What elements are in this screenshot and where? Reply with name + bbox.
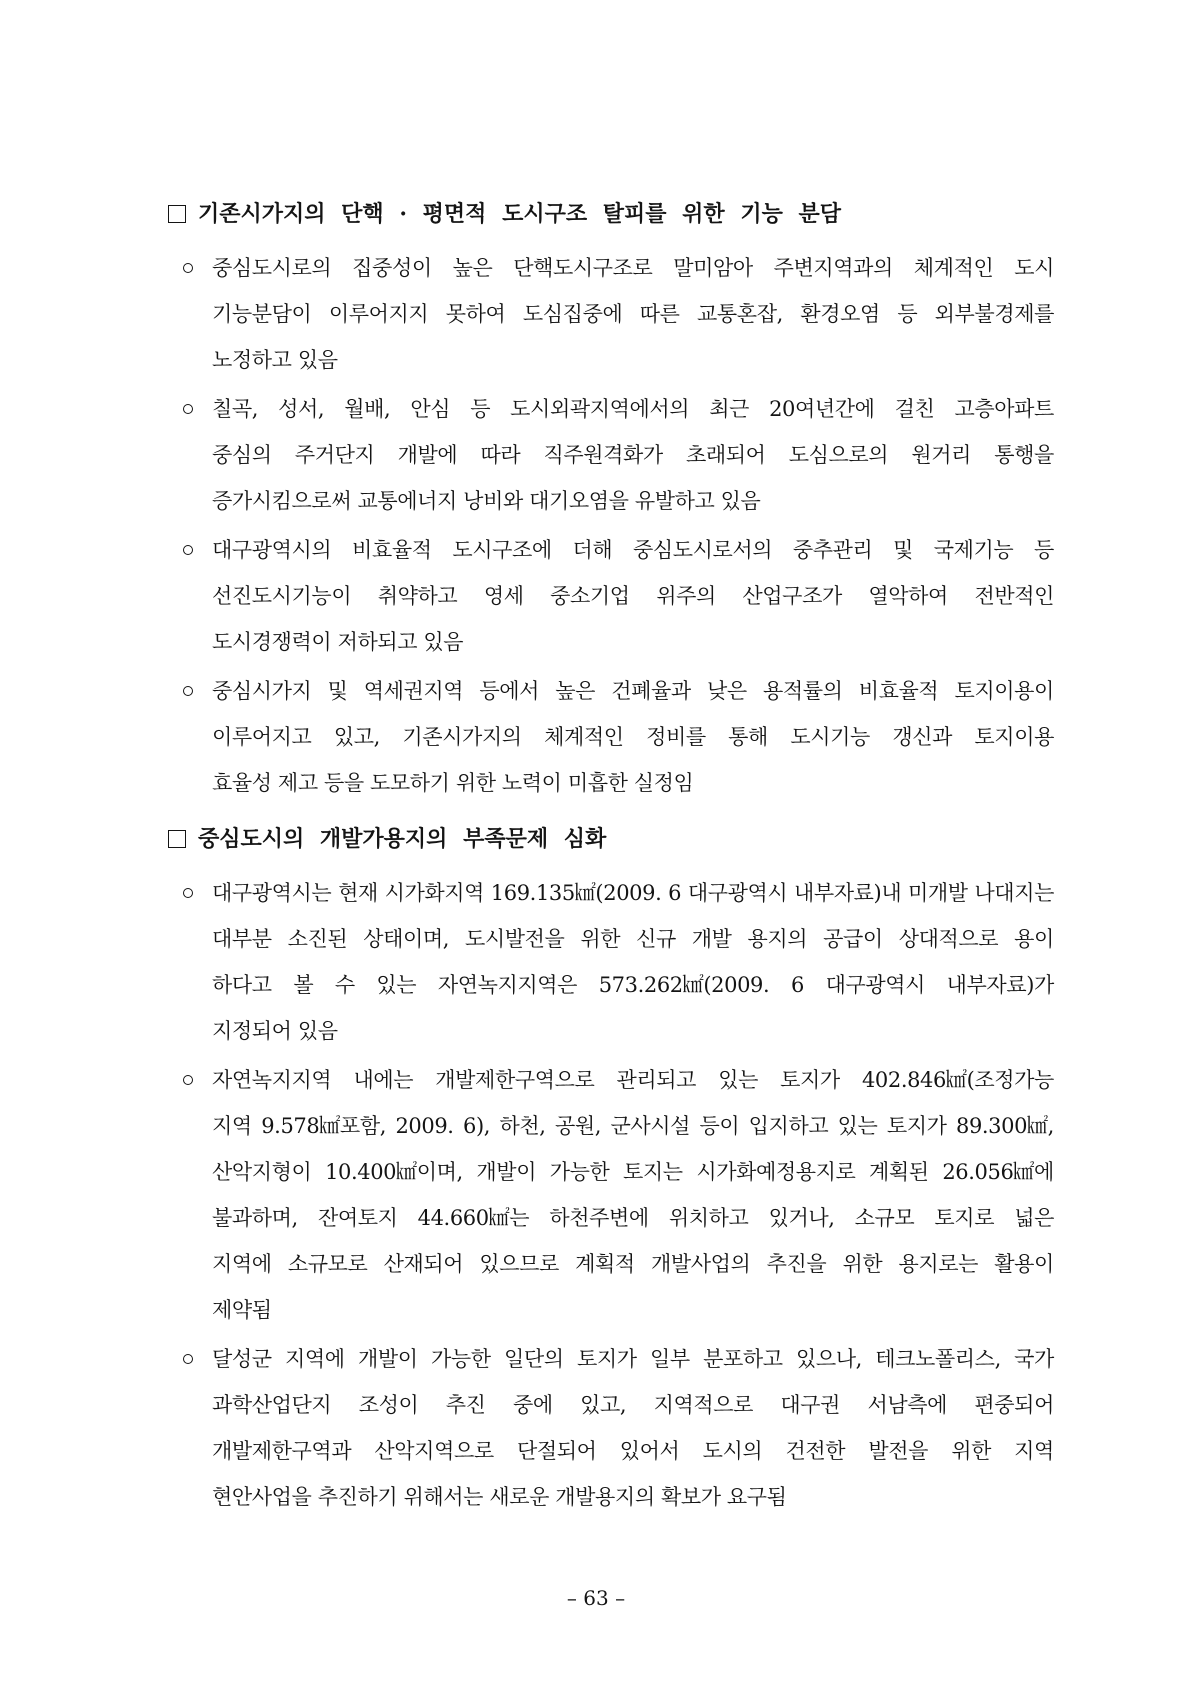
bullet-item-line: 제약됨: [212, 1298, 272, 1322]
line-word: 169.135㎢(2009.: [490, 881, 662, 905]
line-word: 서남측에: [867, 1393, 948, 1417]
bullet-item: [0, 1336, 1192, 1520]
line-word: 위한: [580, 927, 621, 951]
line-word: 도심으로의: [788, 443, 889, 467]
line-word: 위한: [951, 1439, 991, 1463]
line-word: 자연녹지지역은: [437, 973, 578, 997]
line-word: 토지는: [623, 1160, 683, 1184]
line-word: 높은: [555, 679, 596, 703]
bullet-item-line: [212, 386, 1054, 432]
line-word: 통해: [728, 725, 768, 749]
bullet-item-line: 도시경쟁력이 저하되고 있음: [212, 630, 464, 654]
bullet-item-line: [212, 291, 1054, 337]
line-word: 도시발전을: [464, 927, 565, 951]
line-word: 기존시가지의: [402, 725, 522, 749]
line-word: 개발: [691, 927, 732, 951]
bullet-item-line: [212, 714, 1054, 760]
bullet-item-line: [212, 668, 1054, 714]
line-word: 주거단지: [294, 443, 375, 467]
line-word: 및: [893, 538, 914, 562]
line-word: 내에는: [353, 1068, 414, 1092]
line-word: 지역적으로: [653, 1393, 754, 1417]
circle-bullet-icon: [183, 545, 193, 555]
bullet-item: [0, 870, 1192, 1054]
line-word: 교통혼잡,: [697, 302, 783, 326]
circle-bullet-icon: [183, 263, 193, 273]
line-word: 및: [327, 679, 348, 703]
document-body: [0, 191, 1192, 1523]
line-word: 하다고: [212, 973, 272, 997]
line-word: 달성군: [212, 1347, 272, 1371]
line-word: 하천,: [499, 1114, 546, 1138]
line-word: 20여년간에: [769, 397, 875, 421]
line-word: 중심도시로서의: [632, 538, 773, 562]
line-word: 위주의: [656, 584, 716, 608]
line-word: 낮은: [706, 679, 747, 703]
section-heading-text: 중심도시의 개발가용지의 부족문제 심화: [198, 826, 607, 852]
line-word: 있는: [376, 973, 417, 997]
line-word: 소규모: [854, 1206, 915, 1230]
line-word: 활용이: [994, 1252, 1054, 1276]
section-heading: [0, 816, 1192, 862]
line-word: 중심시가지: [212, 679, 312, 703]
line-word: 용이: [1014, 927, 1054, 951]
line-word: 국가: [1014, 1347, 1054, 1371]
line-word: 최근: [709, 397, 749, 421]
line-word: 일단의: [504, 1347, 564, 1371]
line-word: 조성이: [358, 1393, 419, 1417]
line-word: 공원,: [554, 1114, 602, 1138]
line-word: 9.578㎢포함,: [261, 1114, 386, 1138]
line-word: 관리되고: [616, 1068, 697, 1092]
line-word: 있고,: [333, 725, 380, 749]
line-word: 초래되어: [686, 443, 766, 467]
line-word: 도시: [1014, 256, 1054, 280]
line-word: 위치하고: [668, 1206, 749, 1230]
line-word: 중에: [512, 1393, 553, 1417]
square-bullet-icon: [168, 830, 186, 848]
line-word: 대구광역시의: [212, 538, 332, 562]
line-word: 402.846㎢(조정가능: [861, 1068, 1054, 1092]
line-word: 산악지역으로: [374, 1439, 494, 1463]
bullet-item-line: [212, 1382, 1054, 1428]
line-word: 직주원격화가: [543, 443, 663, 467]
line-word: 있어서: [619, 1439, 680, 1463]
line-word: 있으나,: [795, 1347, 862, 1371]
line-word: 있는: [718, 1068, 758, 1092]
circle-bullet-icon: [183, 888, 193, 898]
line-word: 볼: [293, 973, 314, 997]
line-word: 등이: [699, 1114, 740, 1138]
line-word: 있거나,: [768, 1206, 835, 1230]
line-word: 체계적인: [913, 256, 994, 280]
line-word: 개발제한구역으로: [435, 1068, 595, 1092]
line-word: 중심의: [212, 443, 272, 467]
line-word: 중심도시로의: [212, 256, 332, 280]
line-word: 내부자료)내: [794, 881, 902, 905]
line-word: 내부자료)가: [946, 973, 1054, 997]
circle-bullet-icon: [183, 1075, 193, 1085]
line-word: 개발에: [397, 443, 458, 467]
circle-bullet-icon: [183, 1354, 193, 1364]
line-word: 원거리: [911, 443, 972, 467]
line-word: 가능한: [549, 1160, 610, 1184]
line-word: 환경오염: [800, 302, 880, 326]
bullet-item-line: [212, 245, 1054, 291]
bullet-item-line: [212, 1336, 1054, 1382]
line-word: 나대지는: [974, 881, 1054, 905]
line-word: 현재: [338, 881, 378, 905]
line-word: 따라: [480, 443, 521, 467]
line-word: 지역: [1014, 1439, 1054, 1463]
line-word: 성서,: [278, 397, 325, 421]
line-word: 지역에: [285, 1347, 345, 1371]
line-word: 신규: [636, 927, 676, 951]
line-word: 10.400㎢이며,: [325, 1160, 463, 1184]
bullet-item-line: [212, 1149, 1054, 1195]
line-word: 잔여토지: [317, 1206, 398, 1230]
line-word: 외부불경제를: [934, 302, 1054, 326]
line-word: 대구광역시: [687, 881, 788, 905]
line-word: 상태이며,: [363, 927, 450, 951]
bullet-item-line: [212, 527, 1054, 573]
line-word: 발전을: [868, 1439, 928, 1463]
line-word: 소진된: [287, 927, 348, 951]
line-word: 대부분: [212, 927, 272, 951]
line-word: 더해: [572, 538, 613, 562]
section-heading-text: 기존시가지의 단핵 · 평면적 도시구조 탈피를 위한 기능 분담: [198, 201, 841, 227]
line-word: 단절되어: [516, 1439, 597, 1463]
line-word: 도시기능: [790, 725, 870, 749]
line-word: 대구광역시는: [212, 881, 332, 905]
line-word: 비효율적: [352, 538, 432, 562]
line-word: 걸친: [894, 397, 935, 421]
line-word: 분포하고: [703, 1347, 783, 1371]
bullet-item-line: 지정되어 있음: [212, 1019, 338, 1043]
line-word: 산악지형이: [212, 1160, 312, 1184]
line-word: 단핵도시구조로: [513, 256, 653, 280]
line-word: 갱신과: [892, 725, 952, 749]
bullet-item-line: [212, 1241, 1054, 1287]
line-word: 과학산업단지: [212, 1393, 332, 1417]
line-word: 개발제한구역과: [212, 1439, 352, 1463]
line-word: 통행을: [994, 443, 1054, 467]
line-word: 도시구조에: [452, 538, 552, 562]
line-word: 높은: [452, 256, 493, 280]
line-word: 테크노폴리스,: [875, 1347, 1001, 1371]
line-word: 이루어지지: [328, 302, 429, 326]
line-word: 입지하고: [748, 1114, 829, 1138]
circle-bullet-icon: [183, 404, 193, 414]
line-word: 안심: [410, 397, 451, 421]
square-bullet-icon: [168, 205, 186, 223]
line-word: 역세권지역: [363, 679, 464, 703]
line-word: 도시의: [702, 1439, 763, 1463]
line-word: 공급이: [823, 927, 883, 951]
line-word: 등: [1034, 538, 1054, 562]
bullet-item-line: [212, 1428, 1054, 1474]
line-word: 토지가: [886, 1114, 947, 1138]
bullet-item: [0, 1057, 1192, 1333]
line-word: 계획적: [575, 1252, 635, 1276]
line-word: 따른: [639, 302, 680, 326]
line-word: 자연녹지지역: [212, 1068, 332, 1092]
line-word: 토지이용: [974, 725, 1054, 749]
bullet-item-line: [212, 962, 1054, 1008]
bullet-item: [0, 527, 1192, 665]
line-word: 월배,: [344, 397, 391, 421]
line-word: 2009.: [395, 1114, 454, 1138]
circle-bullet-icon: [183, 686, 193, 696]
bullet-item-line: [212, 1057, 1054, 1103]
line-word: 6: [790, 973, 804, 997]
line-word: 상대적으로: [898, 927, 999, 951]
line-word: 개발이: [358, 1347, 418, 1371]
line-word: 영세: [483, 584, 524, 608]
line-word: 편중되어: [974, 1393, 1054, 1417]
bullet-item: [0, 386, 1192, 524]
bullet-item-line: [212, 1195, 1054, 1241]
bullet-item-line: [212, 916, 1054, 962]
line-word: 44.660㎢는: [417, 1206, 530, 1230]
bullet-item-line: 증가시킴으로써 교통에너지 낭비와 대기오염을 유발하고 있음: [212, 489, 761, 513]
line-word: 용지의: [747, 927, 808, 951]
line-word: 기능분담이: [212, 302, 312, 326]
line-word: 정비를: [646, 725, 706, 749]
line-word: 산업구조가: [742, 584, 842, 608]
line-word: 토지로: [934, 1206, 995, 1230]
page-number: – 63 –: [566, 1586, 626, 1610]
line-word: 하천주변에: [549, 1206, 649, 1230]
bullet-item-line: [212, 1103, 1054, 1149]
line-word: 넓은: [1014, 1206, 1054, 1230]
line-word: 일부: [650, 1347, 690, 1371]
line-word: 573.262㎢(2009.: [598, 973, 770, 997]
line-word: 국제기능: [933, 538, 1014, 562]
line-word: 비효율적: [858, 679, 939, 703]
line-word: 체계적인: [544, 725, 624, 749]
line-word: 있으므로: [479, 1252, 559, 1276]
line-word: 지역: [212, 1114, 252, 1138]
line-word: 건전한: [785, 1439, 846, 1463]
bullet-item-line: [212, 870, 1054, 916]
line-word: 선진도시기능이: [212, 584, 352, 608]
line-word: 칠곡,: [212, 397, 259, 421]
line-word: 가능한: [431, 1347, 491, 1371]
line-word: 산재되어: [383, 1252, 464, 1276]
line-word: 군사시설: [610, 1114, 691, 1138]
line-word: 토지가: [780, 1068, 840, 1092]
line-word: 토지가: [577, 1347, 637, 1371]
line-word: 도심집중에: [522, 302, 623, 326]
line-word: 추진을: [766, 1252, 827, 1276]
line-word: 추진: [445, 1393, 486, 1417]
line-word: 토지이용이: [954, 679, 1054, 703]
line-word: 주변지역과의: [773, 256, 893, 280]
line-word: 등에서: [479, 679, 540, 703]
line-word: 시가화지역: [384, 881, 485, 905]
line-word: 중소기업: [550, 584, 630, 608]
line-word: 대구광역시: [825, 973, 925, 997]
line-word: 대구권: [780, 1393, 841, 1417]
line-word: 개발이: [476, 1160, 537, 1184]
line-word: 건폐율과: [611, 679, 691, 703]
line-word: 지역에: [212, 1252, 272, 1276]
line-word: 불과하며,: [212, 1206, 298, 1230]
line-word: 도시외곽지역에서의: [510, 397, 690, 421]
section-heading: [0, 191, 1192, 237]
bullet-item-line: 효율성 제고 등을 도모하기 위한 노력이 미흡한 실정임: [212, 771, 694, 795]
bullet-item: [0, 668, 1192, 806]
line-word: 취약하고: [377, 584, 458, 608]
line-word: 집중성이: [352, 256, 432, 280]
line-word: 89.300㎢,: [955, 1114, 1054, 1138]
line-word: 못하여: [445, 302, 506, 326]
line-word: 고층아파트: [954, 397, 1054, 421]
line-word: 용지로는: [898, 1252, 979, 1276]
line-word: 개발사업의: [651, 1252, 751, 1276]
line-word: 중추관리: [792, 538, 873, 562]
line-word: 6),: [463, 1114, 491, 1138]
bullet-item-line: 노정하고 있음: [212, 348, 338, 372]
line-word: 위한: [842, 1252, 883, 1276]
line-word: 26.056㎢에: [942, 1160, 1054, 1184]
line-word: 계획된: [869, 1160, 929, 1184]
line-word: 수: [334, 973, 355, 997]
line-word: 전반적인: [974, 584, 1054, 608]
line-word: 용적률의: [762, 679, 843, 703]
line-word: 등: [897, 302, 918, 326]
line-word: 시가화예정용지로: [696, 1160, 856, 1184]
line-word: 등: [470, 397, 491, 421]
line-word: 있고,: [580, 1393, 627, 1417]
line-word: 이루어지고: [212, 725, 312, 749]
bullet-item: [0, 245, 1192, 383]
line-word: 열악하여: [868, 584, 948, 608]
line-word: 있는: [837, 1114, 878, 1138]
bullet-item-line: 현안사업을 추진하기 위해서는 새로운 개발용지의 확보가 요구됨: [212, 1485, 787, 1509]
line-word: 미개발: [908, 881, 968, 905]
line-word: 소규모로: [287, 1252, 368, 1276]
line-word: 6: [668, 881, 682, 905]
bullet-item-line: [212, 432, 1054, 478]
line-word: 말미암아: [673, 256, 753, 280]
bullet-item-line: [212, 573, 1054, 619]
